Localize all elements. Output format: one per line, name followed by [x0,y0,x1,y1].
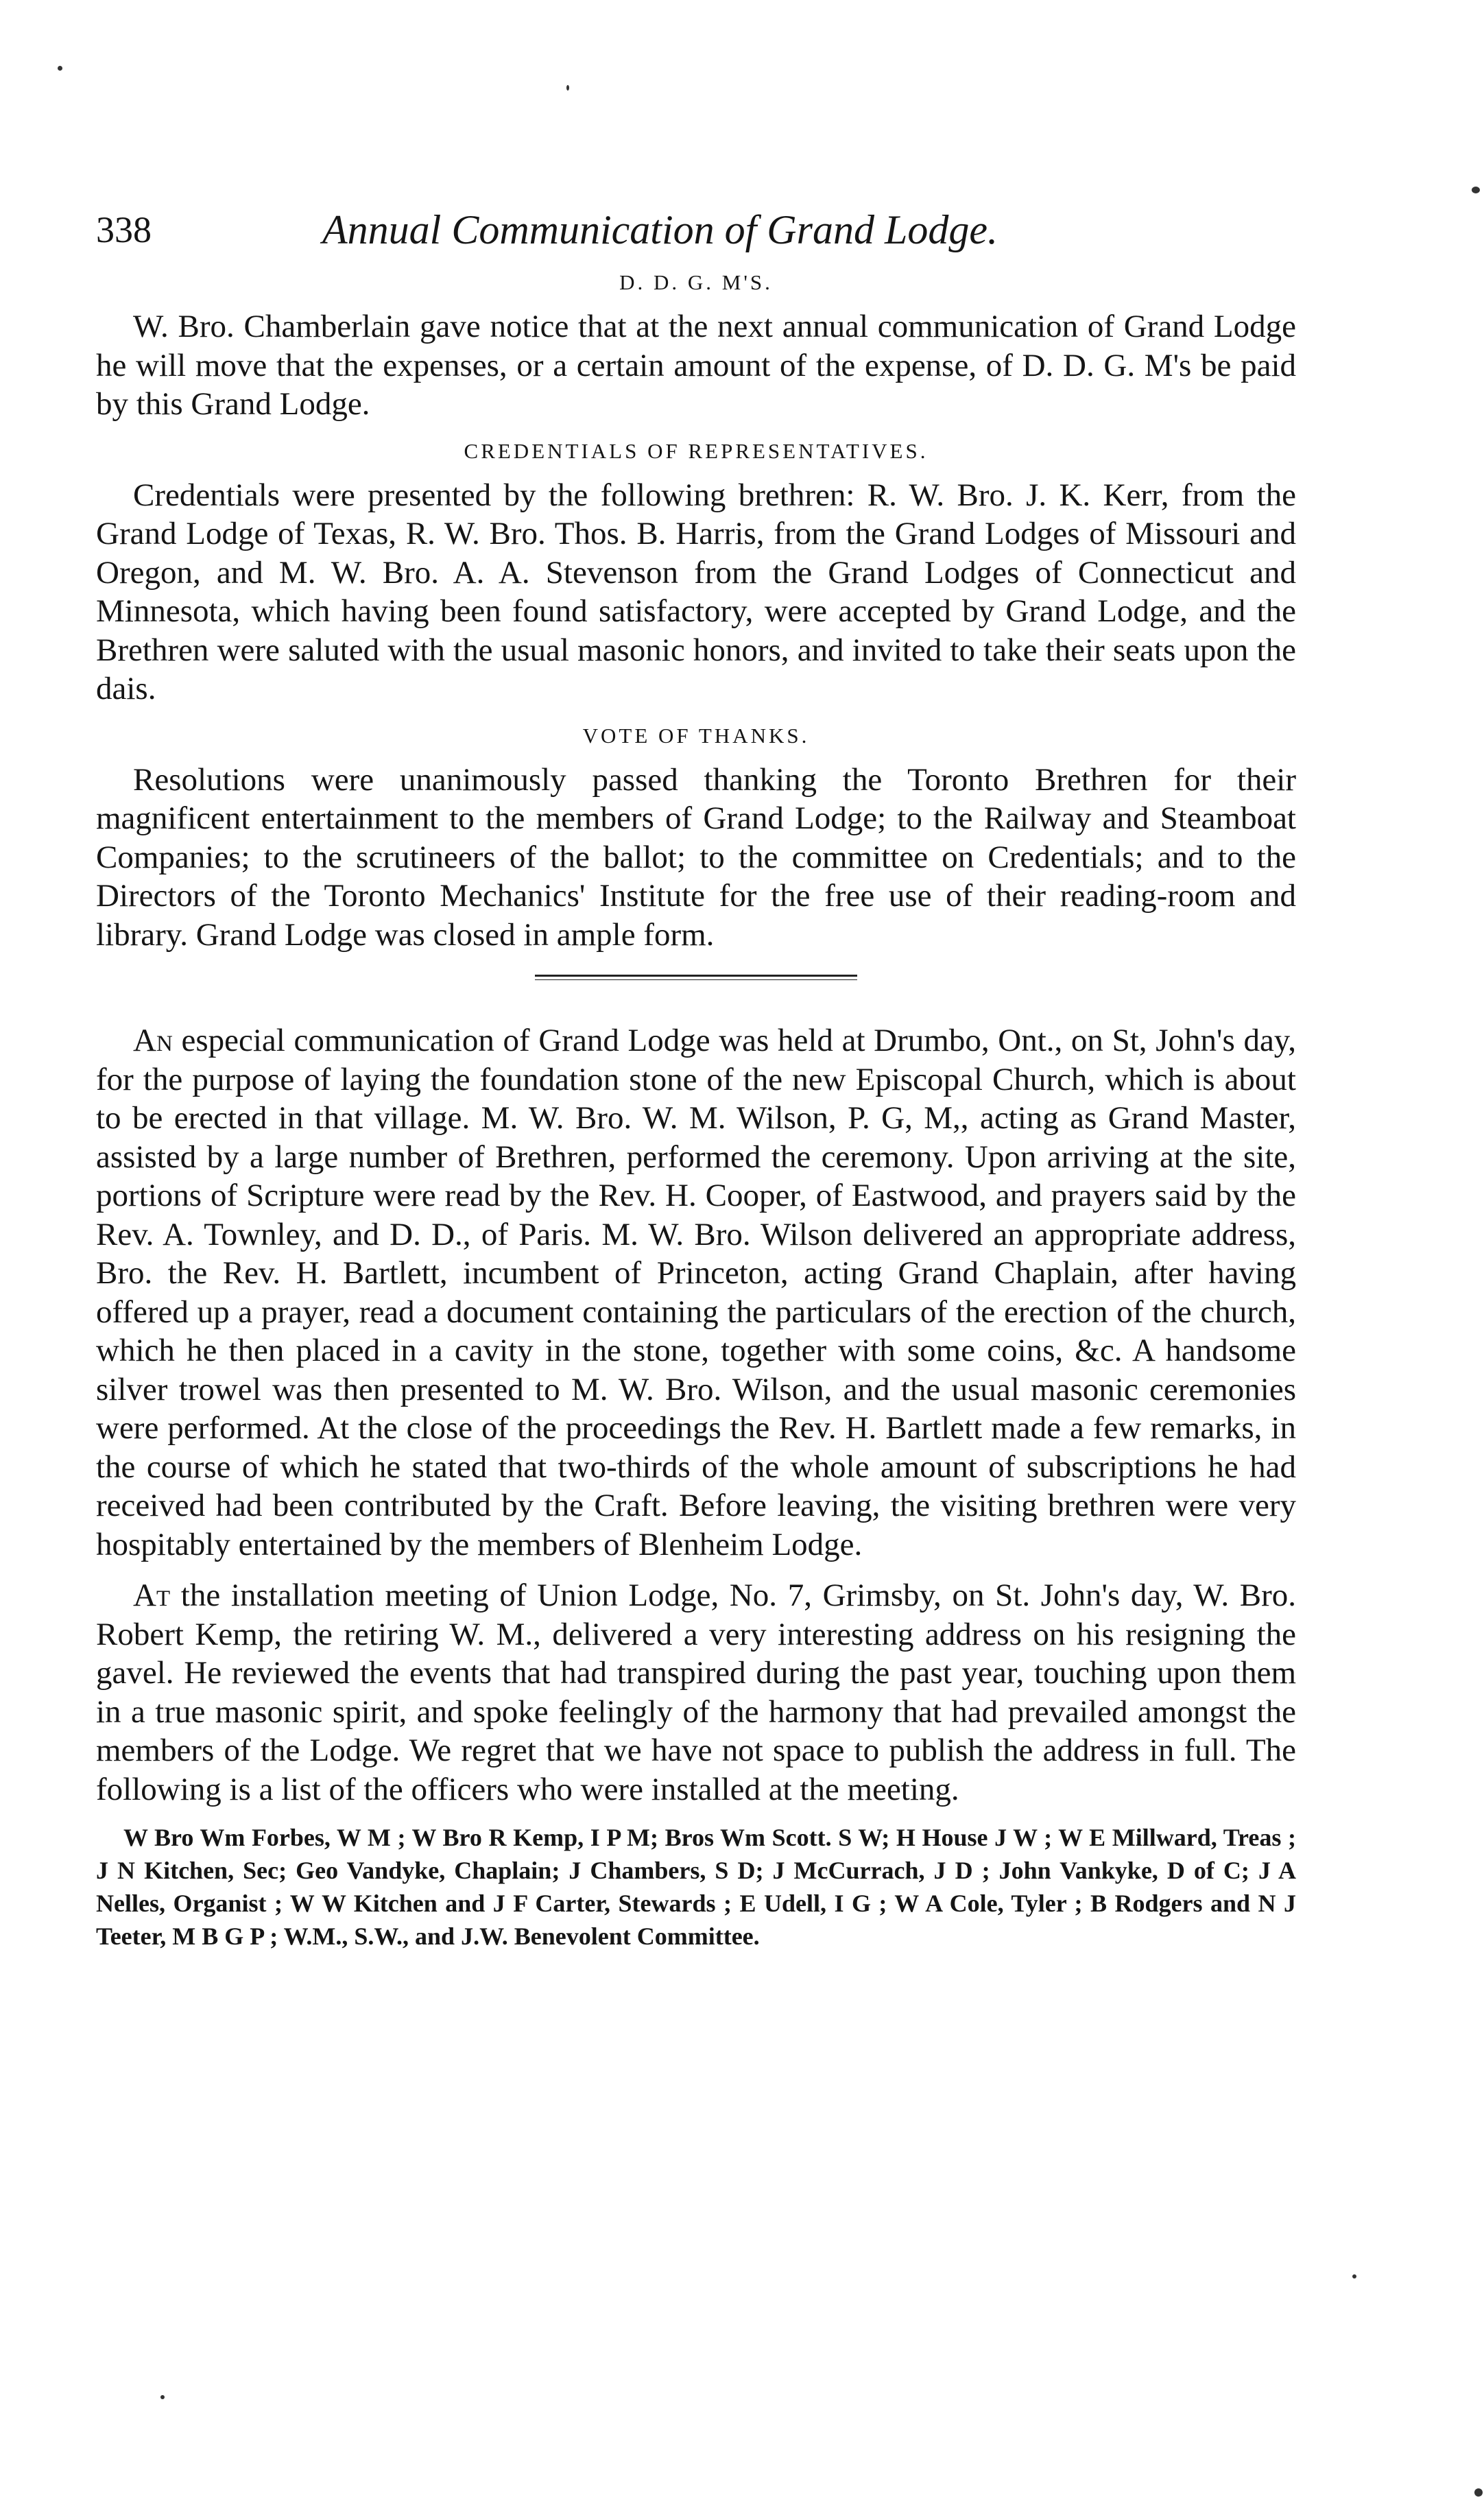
page-number: 338 [96,209,152,250]
section-heading: VOTE OF THANKS. [582,723,810,748]
print-speck [58,66,62,71]
section-paragraph: Resolutions were unanimously passed thanking the Toronto Brethren for their magnificent entertainment to the members of Grand Lodge; to the Railway and Steamboat Companies; to the scrutineers of the ballot; to the committee on Credentials; and to the Directors of the Toronto Mechanics' Institute for the free use of their reading-room and library. Grand Lodge was closed in ample form. [96,761,1296,953]
section-paragraph: W. Bro. Chamberlain gave notice that at the next annual communication of Grand Lodge he will move that the expenses, or a certain amount of the expense, of D. D. G. M's be paid by this Grand Lodge. [96,309,1296,422]
section-vote-of-thanks [96,721,1296,955]
drumbo-paragraph [96,1021,1296,1564]
page-header [96,206,1296,267]
paragraph-lead: At [133,1578,171,1613]
running-title: Annual Communication of Grand Lodge. [322,207,998,252]
print-speck [566,85,569,91]
section-ddgm [96,267,1296,424]
print-speck [1472,187,1480,193]
section-heading: CREDENTIALS OF REPRESENTATIVES. [464,438,929,463]
section-divider [535,975,857,980]
print-speck [160,2395,165,2399]
section-heading: D. D. G. M'S. [619,270,773,294]
officers-list: W Bro Wm Forbes, W M ; W Bro R Kemp, I P M; Bros Wm Scott. S W; H House J W ; W E Millward, Treas ; J N Kitchen, Sec; Geo Vandyke, Chaplain; J Chambers, S D; J McCurrach, J D ; John Vankyke, D of C; J A Nelles, Organist ; W W Kitchen and J F Carter, Stewards ; E Udell, I G ; W A Cole, Tyler ; B Rodgers and N J Teeter, M B G P ; W.M., S.W., and J.W. Benevolent Committee. [96,1824,1296,1950]
paragraph-text: especial communication of Grand Lodge was held at Drumbo, Ont., on St, John's day, for the purpose of laying the foundation stone of the new Episcopal Church, which is about to be erected in that village. M. W. Bro. W. M. Wilson, P. G, M,, acting as Grand Master, assisted by a large number of Brethren, performed the ceremony. Upon arriving at the site, portions of Scripture were read by the Rev. H. Cooper, of Eastwood, and prayers said by the Rev. A. Townley, and D. D., of Paris. M. W. Bro. Wilson delivered an appropriate address, Bro. the Rev. H. Bartlett, incumbent of Princeton, acting Grand Chaplain, after having offered up a prayer, read a document containing the particulars of the erection of the church, which he then placed in a cavity in the stone, together with some coins, &c. A handsome silver trowel was then presented to M. W. Bro. Wilson, and the usual masonic ceremonies were performed. At the close of the proceedings the Rev. H. Bartlett made a few remarks, in the course of which he stated that two-thirds of the whole amount of subscriptions he had received had been contributed by the Craft. Before leaving, the visiting brethren were very hospitably entertained by the members of Blenheim Lodge. [96,1023,1297,1562]
union-lodge-paragraph [96,1576,1296,1809]
section-credentials [96,436,1296,709]
print-speck [1474,2488,1483,2497]
paragraph-text: the installation meeting of Union Lodge, No. 7, Grimsby, on St. John's day, W. Bro. Robert Kemp, the retiring W. M., delivered a very interesting address on his resigning the gavel. He reviewed the events that had transpired during the past year, touching upon them in a true masonic spirit, and spoke feelingly of the harmony that had prevailed amongst the members of the Lodge. We regret that we have not space to publish the address in full. The following is a list of the officers who were installed at the meeting. [96,1578,1296,1807]
paragraph-lead: An [133,1023,173,1058]
section-paragraph: Credentials were presented by the following brethren: R. W. Bro. J. K. Kerr, from the Grand Lodge of Texas, R. W. Bro. Thos. B. Harris, from the Grand Lodges of Missouri and Oregon, and M. W. Bro. A. A. Stevenson from the Grand Lodges of Connecticut and Minnesota, which having been found satisfactory, were accepted by Grand Lodge, and the Brethren were saluted with the usual masonic honors, and invited to take their seats upon the dais. [96,477,1296,706]
text-column [96,206,1296,1953]
print-speck [1352,2274,1356,2278]
